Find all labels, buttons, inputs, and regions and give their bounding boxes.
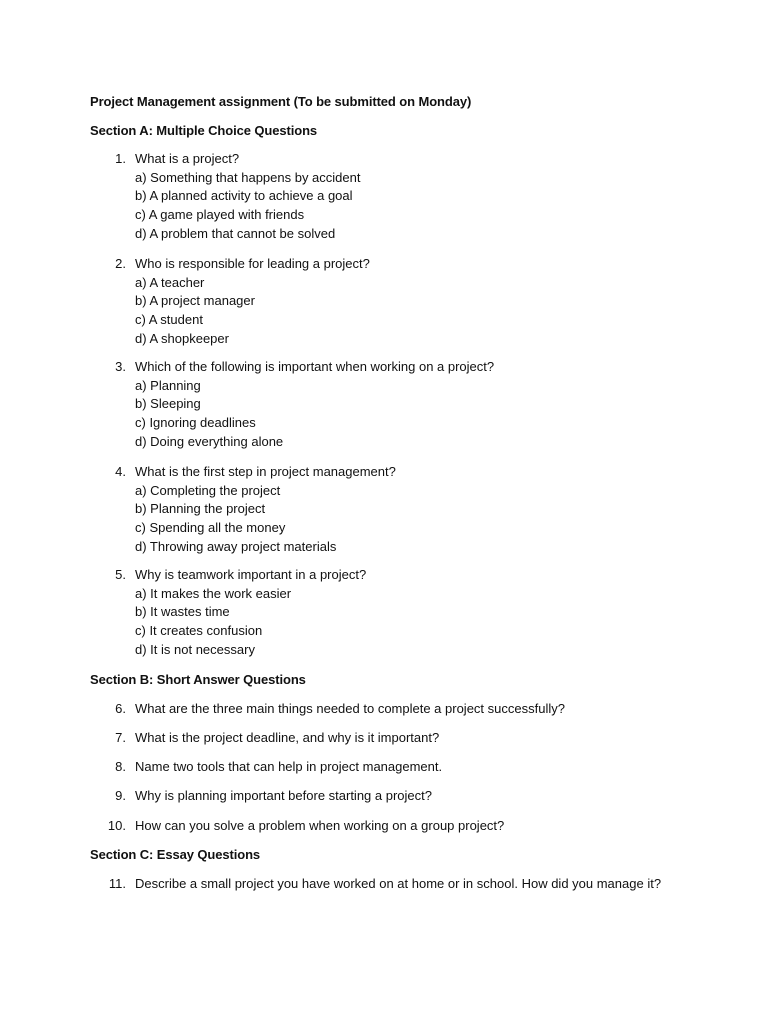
question-4: [106, 463, 746, 556]
question-text: Name two tools that can help in project management.: [135, 759, 443, 774]
question-8: [106, 758, 746, 777]
answer-option: d) A shopkeeper: [135, 330, 229, 346]
question-number: 11.: [108, 876, 126, 891]
question-10: [106, 817, 746, 836]
question-text: What are the three main things needed to complete a project successfully?: [135, 701, 565, 716]
answer-option: b) Sleeping: [135, 396, 201, 412]
answer-option: a) It makes the work easier: [135, 585, 292, 601]
question-number: 1.: [115, 151, 126, 166]
question-number: 5.: [115, 567, 126, 582]
answer-option: b) Planning the project: [135, 501, 266, 517]
question-number: 9.: [115, 788, 126, 803]
answer-option: c) Spending all the money: [135, 520, 286, 536]
question-text: What is the project deadline, and why is it important?: [135, 730, 440, 745]
answer-option: a) Something that happens by accident: [135, 169, 361, 185]
answer-option: d) It is not necessary: [135, 641, 255, 657]
answer-option: d) Doing everything alone: [135, 433, 284, 449]
question-3: [106, 358, 746, 451]
question-6: [106, 700, 746, 719]
answer-option: d) Throwing away project materials: [135, 538, 337, 554]
section-b-heading: Section B: Short Answer Questions: [90, 672, 306, 687]
question-number: 8.: [115, 759, 126, 774]
question-7: [106, 729, 746, 748]
question-number: 7.: [115, 730, 126, 745]
answer-option: a) Completing the project: [135, 482, 281, 498]
answer-option: c) A game played with friends: [135, 207, 305, 223]
question-5: [106, 566, 746, 659]
answer-option: c) It creates confusion: [135, 623, 263, 639]
question-9: [106, 787, 746, 806]
question-text: Why is planning important before starting a project?: [135, 788, 432, 803]
question-text: What is a project?: [135, 151, 240, 166]
document-title: Project Management assignment (To be submitted on Monday): [90, 94, 472, 109]
answer-option: a) Planning: [135, 377, 201, 393]
question-text: Which of the following is important when working on a project?: [135, 359, 495, 374]
question-11: [106, 875, 746, 894]
question-number: 6.: [115, 701, 126, 716]
question-text: What is the first step in project management?: [135, 464, 396, 479]
question-number: 2.: [115, 256, 126, 271]
question-number: 4.: [115, 464, 126, 479]
answer-option: b) It wastes time: [135, 604, 230, 620]
answer-option: b) A planned activity to achieve a goal: [135, 188, 353, 204]
question-text: How can you solve a problem when working on a group project?: [135, 818, 505, 833]
answer-option: c) Ignoring deadlines: [135, 415, 256, 431]
question-text: Who is responsible for leading a project?: [135, 256, 370, 271]
answer-option: b) A project manager: [135, 293, 255, 309]
question-1: [106, 150, 746, 243]
question-2: [106, 255, 746, 348]
answer-option: a) A teacher: [135, 274, 205, 290]
section-a-heading: Section A: Multiple Choice Questions: [90, 123, 318, 138]
section-c-heading: Section C: Essay Questions: [90, 847, 261, 862]
question-text: Why is teamwork important in a project?: [135, 567, 367, 582]
question-number: 3.: [115, 359, 126, 374]
answer-option: d) A problem that cannot be solved: [135, 225, 336, 241]
answer-option: c) A student: [135, 312, 203, 328]
question-text: Describe a small project you have worked on at home or in school. How did you manage it?: [135, 876, 662, 891]
question-number: 10.: [107, 818, 126, 833]
